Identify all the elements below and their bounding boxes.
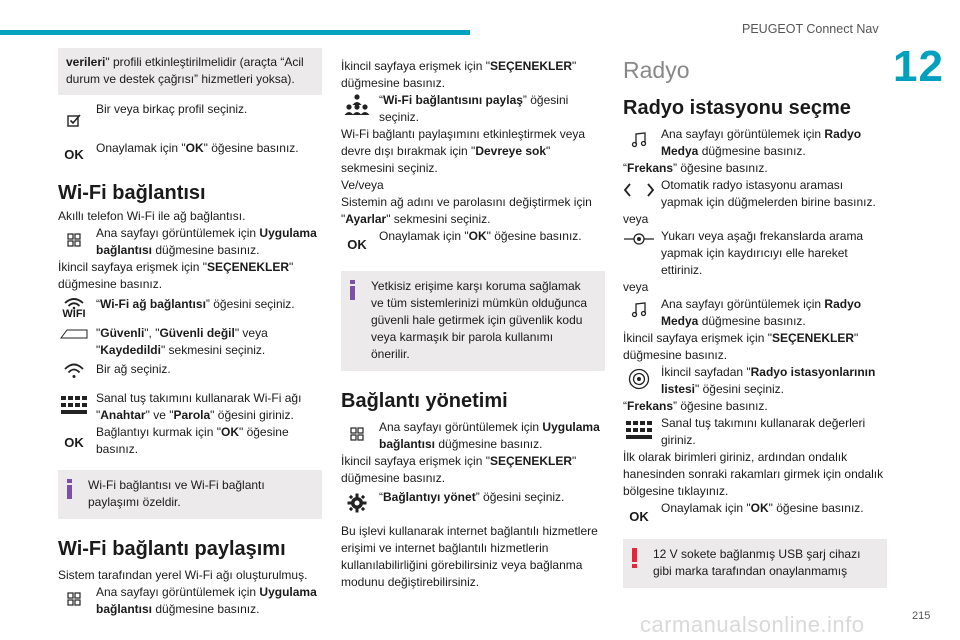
ok-icon: OK xyxy=(347,237,367,252)
section-title-radio: Radyo xyxy=(623,57,690,83)
column-2 xyxy=(341,58,605,591)
hotspot-settings-text: Sistemin ağ adını ve parolasını değiştirmek için "Ayarlar" sekmesini seçiniz. xyxy=(341,195,592,226)
step-tabs-text: "Güvenli", "Güvenli değil" veya "Kaydedildi" sekmesini seçiniz. xyxy=(96,326,268,357)
tab-shape-icon xyxy=(58,325,90,339)
step-confirm-2-text: Onaylamak için "OK" öğesine basınız. xyxy=(379,229,582,243)
step-confirm-text: Onaylamak için "OK" öğesine basınız. xyxy=(96,141,299,155)
keyboard-icon xyxy=(58,390,90,414)
step-select-network-text: Bir ağ seçiniz. xyxy=(96,362,171,376)
step-station-list-text: İkincil sayfadan "Radyo istasyonlarının listesi" öğesini seçiniz. xyxy=(661,365,876,396)
ok-icon: OK xyxy=(629,509,649,524)
step-station-list xyxy=(623,364,887,398)
apps-grid-icon xyxy=(58,584,90,606)
chevron-left-right-icon xyxy=(623,177,655,197)
step-hotspot xyxy=(341,92,605,126)
step-keyboard-2-text: Sanal tuş takımını kullanarak değerleri giriniz. xyxy=(661,416,866,447)
step-home-3-text: Ana sayfayı görüntülemek için Uygulama bağlantısı düğmesine basınız. xyxy=(379,420,600,451)
warning-note-text: 12 V sokete bağlanmış USB şarj cihazı gibi marka tarafından onaylanmamış xyxy=(653,547,861,578)
section-title-management: Bağlantı yönetimi xyxy=(341,390,508,412)
step-confirm xyxy=(58,140,322,163)
hotspot-activate-text: Wi-Fi bağlantı paylaşımını etkinleştirmek veya devre dışı bırakmak için "Devreye sok" sekmesini seçiniz. xyxy=(341,127,586,175)
info-icon xyxy=(350,280,355,300)
secondary-page-text: İkincil sayfaya erişmek için "SEÇENEKLER" düğmesine basınız. xyxy=(58,260,294,291)
step-home-2 xyxy=(58,584,322,618)
step-hotspot-text: “Wi-Fi bağlantısını paylaş” öğesini seçiniz. xyxy=(379,93,569,124)
page-number: 215 xyxy=(912,610,931,622)
wifi-icon: WIFI xyxy=(58,296,90,320)
step-tabs xyxy=(58,325,322,359)
step-wifi-network-text: “Wi-Fi ağ bağlantısı” öğesini seçiniz. xyxy=(96,297,295,311)
step-radio-home-2-text: Ana sayfayı görüntülemek için Radyo Medya düğmesine basınız. xyxy=(661,297,862,328)
or-text: veya xyxy=(623,212,649,226)
step-connect-text: Bağlantıyı kurmak için "OK" öğesine basınız. xyxy=(96,425,289,456)
step-confirm-3 xyxy=(623,500,887,525)
step-select-network xyxy=(58,361,322,379)
step-radio-home xyxy=(623,126,887,160)
music-note-icon xyxy=(623,296,655,318)
section-title-radio-station: Radyo istasyonu seçme xyxy=(623,97,851,119)
management-paragraph: Bu işlevi kullanarak internet bağlantılı hizmetlere erişimi ve internet bağlantılı hizmetlerin kullanılabilirliğini görebilirsiniz veya bağlanma modunu değiştirebilirsiniz. xyxy=(341,524,598,589)
step-manage-text: “Bağlantıyı yönet” öğesini seçiniz. xyxy=(379,490,565,504)
step-home-2-text: Ana sayfayı görüntülemek için Uygulama bağlantısı düğmesine basınız. xyxy=(96,585,317,616)
apps-grid-icon xyxy=(341,419,373,441)
header-accent-bar xyxy=(0,30,470,35)
info-note-text: Wi-Fi bağlantısı ve Wi-Fi bağlantı paylaşımı özeldir. xyxy=(88,478,265,509)
wifi-signal-icon xyxy=(58,361,90,379)
ok-icon: OK xyxy=(64,147,84,162)
step-keyboard-2 xyxy=(623,415,887,449)
step-confirm-2 xyxy=(341,228,605,253)
info-note-wifi xyxy=(58,470,322,519)
step-confirm-3-text: Onaylamak için "OK" öğesine basınız. xyxy=(661,501,864,515)
note-bold: verileri xyxy=(66,55,106,69)
music-note-icon xyxy=(623,126,655,148)
and-or-text: Ve/veya xyxy=(341,178,384,192)
secondary-page-text-2: İkincil sayfaya erişmek için "SEÇENEKLER" düğmesine basınız. xyxy=(341,59,577,90)
step-manual-search xyxy=(623,228,887,279)
secondary-page-text-3: İkincil sayfaya erişmek için "SEÇENEKLER" düğmesine basınız. xyxy=(341,454,577,485)
step-auto-search xyxy=(623,177,887,211)
ok-icon: OK xyxy=(64,435,84,450)
watermark: carmanualsonline.info xyxy=(640,612,865,637)
warning-note xyxy=(623,539,887,588)
apps-grid-icon xyxy=(58,225,90,247)
radio-station-icon xyxy=(623,364,655,390)
step-keyboard-text: Sanal tuş takımını kullanarak Wi-Fi ağı "Anahtar" ve "Parola" öğesini giriniz. xyxy=(96,391,302,422)
note-text: " profili etkinleştirilmelidir (araçta “Acil durum ve destek çağrısı” hizmetleri yoksa). xyxy=(66,55,304,86)
slider-target-icon xyxy=(623,228,655,246)
step-radio-home-text: Ana sayfayı görüntülemek için Radyo Medya düğmesine basınız. xyxy=(661,127,862,158)
info-note-security xyxy=(341,271,605,371)
header-title: PEUGEOT Connect Nav xyxy=(742,22,879,36)
users-share-icon xyxy=(341,92,373,116)
chapter-number: 12 xyxy=(893,42,944,91)
gear-icon xyxy=(341,489,373,513)
checkbox-icon xyxy=(58,101,90,127)
or-text-2: veya xyxy=(623,280,649,294)
continued-note-box xyxy=(58,48,322,95)
units-paragraph: İlk olarak birimleri giriniz, ardından ondalık hanesinden sonraki rakamları girmek için ondalık bölgesine tıklayınız. xyxy=(623,450,884,498)
section-title-sharing: Wi-Fi bağlantı paylaşımı xyxy=(58,538,286,560)
column-1 xyxy=(58,48,322,618)
info-note-security-text: Yetkisiz erişime karşı koruma sağlamak ve tüm sistemlerinizi mümkün olduğunca güvenli hale getirmek için güvenlik kodu veya karmaşık bir parola kullanımı önerilir. xyxy=(371,279,588,361)
warning-icon xyxy=(632,548,637,568)
step-radio-home-2 xyxy=(623,296,887,330)
step-profile-text: Bir veya birkaç profil seçiniz. xyxy=(96,102,248,116)
frequency-text: “Frekans” öğesine basınız. xyxy=(623,161,768,175)
step-home-text: Ana sayfayı görüntülemek için Uygulama bağlantısı düğmesine basınız. xyxy=(96,226,317,257)
step-manage xyxy=(341,489,605,513)
step-keyboard xyxy=(58,390,322,424)
step-connect xyxy=(58,424,322,458)
step-wifi-network xyxy=(58,296,322,320)
section-title-wifi: Wi-Fi bağlantısı xyxy=(58,182,206,204)
column-3 xyxy=(623,56,887,588)
step-manual-search-text: Yukarı veya aşağı frekanslarda arama yapmak için kaydırıcıyı elle hareket ettiriniz. xyxy=(661,229,864,277)
info-icon xyxy=(67,479,72,499)
frequency-text-2: “Frekans” öğesine basınız. xyxy=(623,399,768,413)
wifi-intro: Akıllı telefon Wi-Fi ile ağ bağlantısı. xyxy=(58,209,246,223)
step-home xyxy=(58,225,322,259)
keyboard-icon xyxy=(623,415,655,439)
step-profile xyxy=(58,101,322,127)
sharing-intro: Sistem tarafından yerel Wi-Fi ağı oluşturulmuş. xyxy=(58,568,308,582)
step-home-3 xyxy=(341,419,605,453)
step-auto-search-text: Otomatik radyo istasyonu araması yapmak için düğmelerden birine basınız. xyxy=(661,178,876,209)
secondary-page-text-4: İkincil sayfaya erişmek için "SEÇENEKLER" düğmesine basınız. xyxy=(623,331,859,362)
